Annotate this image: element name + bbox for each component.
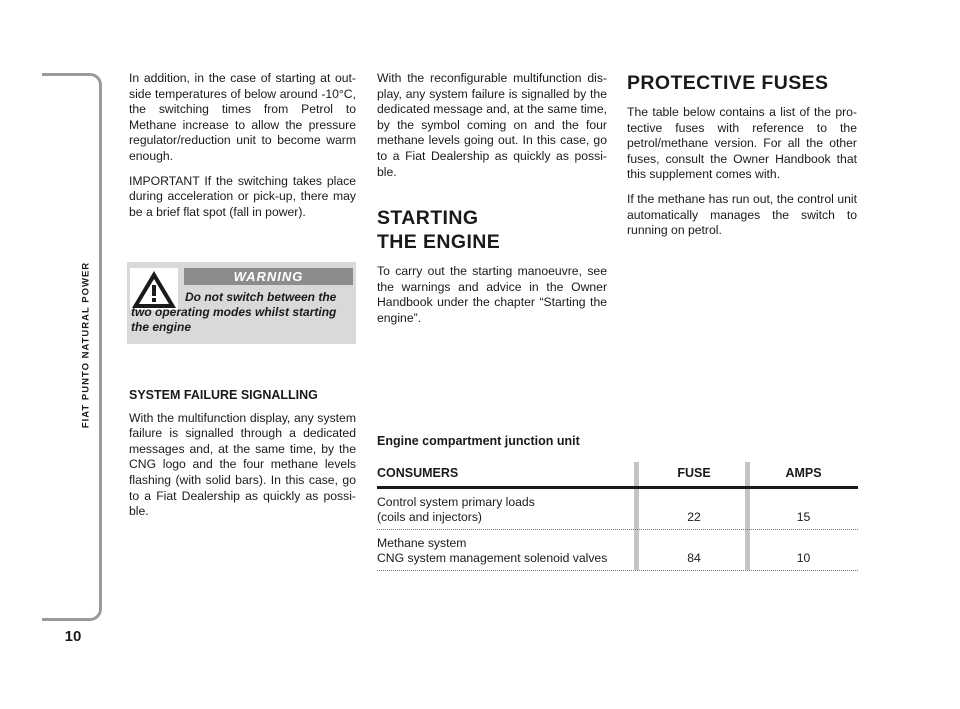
running-title: FIAT PUNTO NATURAL POWER xyxy=(80,261,92,429)
paragraph-cold-start: In addition, in the case of starting at out-side temperatures of below around -10°C, the switching times from Petrol to Methane increase to allow the pressure regulator/reduction unit to become warm enough. xyxy=(129,71,356,163)
header-fuse: FUSE xyxy=(677,466,711,480)
amps-cell: 10 xyxy=(796,551,811,565)
consumer-line: Methane system xyxy=(377,536,467,550)
column-middle xyxy=(377,71,607,336)
fuse-cell: 22 xyxy=(687,510,701,524)
paragraph-methane-runout: If the methane has run out, the control unit automatically manages the switch to running on petrol. xyxy=(627,191,857,238)
fuse-cell: 84 xyxy=(687,551,701,565)
consumer-cell xyxy=(377,536,607,566)
paragraph-fuse-table-intro: The table below contains a list of the pro-tective fuses with reference to the petrol/methane version. For all the other fuses, consult the Owner Handbook that this supplement comes with. xyxy=(627,105,857,182)
table-header-row xyxy=(377,462,858,489)
protective-fuses-heading: PROTECTIVE FUSES xyxy=(627,72,829,94)
page-spine-border xyxy=(42,73,102,621)
paragraph-multifunction-display: With the reconfigurable multifunction dis-play, any system failure is signalled by the dedicated message and, at the same time, by the symbol coming on and the four methane levels going out. In this case, go to a Fiat Dealership as quickly as possi-ble. xyxy=(377,71,607,179)
warning-text: Do not switch between the two operating modes whilst starting the engine xyxy=(131,290,337,334)
system-failure-text: With the multifunction display, any system failure is signalled through a dedicated messages and, at the same time, by the CNG logo and the four methane levels flashing (with solid bars). In this case, go to a Fiat Dealership as quickly as possi-ble. xyxy=(129,410,356,519)
column-right xyxy=(627,71,857,248)
page-number: 10 xyxy=(64,628,82,645)
amps-cell: 15 xyxy=(796,510,811,524)
paragraph-important: IMPORTANT If the switching takes place during acceleration or pick-up, there may be a brief flat spot (fall in power). xyxy=(129,173,356,219)
consumer-line: Control system primary loads xyxy=(377,495,535,509)
consumer-line: (coils and injectors) xyxy=(377,510,482,524)
consumer-cell xyxy=(377,495,535,525)
header-consumers: CONSUMERS xyxy=(377,466,459,480)
heading-line-starting: STARTING xyxy=(377,207,479,230)
table-row xyxy=(377,489,858,530)
column-left xyxy=(129,71,356,229)
section-system-failure xyxy=(129,388,356,520)
heading-line-the-engine: THE ENGINE xyxy=(377,231,501,254)
fuse-table xyxy=(377,462,858,571)
starting-engine-heading xyxy=(377,206,607,254)
paragraph-starting-manoeuvre: To carry out the starting manoeuvre, see the warnings and advice in the Owner Handbook under the chapter “Starting the engine”. xyxy=(377,264,607,325)
header-amps: AMPS xyxy=(785,466,822,480)
system-failure-heading: SYSTEM FAILURE SIGNALLING xyxy=(129,388,318,402)
fuse-table-title: Engine compartment junction unit xyxy=(377,434,580,448)
table-row xyxy=(377,530,858,571)
warning-box xyxy=(127,262,356,344)
warning-title: WARNING xyxy=(184,268,353,285)
consumer-line: CNG system management solenoid valves xyxy=(377,551,608,565)
